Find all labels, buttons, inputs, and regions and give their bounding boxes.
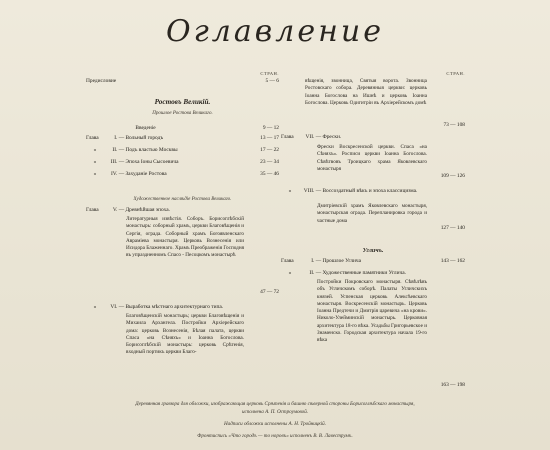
entry-title: Предисловие bbox=[86, 78, 117, 84]
entry-pages: 5 — 6 bbox=[265, 78, 279, 84]
toc-entry-chapter-6[interactable] bbox=[86, 304, 279, 312]
chapter-6-description: Благовѣщенскій монастырь; церкви Благовѣщенія и Михаила Архангела. Постройки Архіерейскаго дома: церковь Вознесенія, Бѣлая палата, церкви Спаса «на Сѣняхъ» и Іоанна Богослова. Борисоглѣбскій монастырь: церковь Срѣтенія, входный портикъ церкви Благо- bbox=[126, 313, 244, 356]
section-title-rostov: Ростовъ Великій. bbox=[154, 98, 211, 106]
entry-title: — Воссоздатный вѣкъ и эпоха классицизма. bbox=[315, 188, 418, 194]
toc-entry-chapter-8[interactable] bbox=[281, 188, 465, 196]
entry-label: » bbox=[288, 188, 292, 194]
entry-label: » bbox=[288, 270, 292, 276]
toc-entry-uglich-chapter-2[interactable] bbox=[281, 270, 465, 278]
entry-title: — Фрески. bbox=[315, 134, 342, 140]
entry-title: — Вольный городъ bbox=[118, 135, 164, 141]
entry-title: — Художественные памятники Углича. bbox=[315, 270, 406, 276]
note-cover-lettering: Надписи обложки исполнены А. Н. Тройницкій. bbox=[223, 421, 327, 427]
chapter-5-description: Литературныя извѣстія. Соборъ. Борисоглѣбскій монастырь: соборный храмъ, церкви Благовѣщенія и Сергія, ограда. Соборный храмъ Богоявленскаго Авраміева монастыря. Церковь Вознесенія или Исидора Блаженнаго. Храмъ Преображенія Господня въ упраздненномъ Спасо - Песоцкомъ монастырѣ bbox=[126, 216, 244, 259]
entry-label: Глава bbox=[281, 258, 294, 264]
entry-title: — Эпоха Іоны Сысоевича bbox=[118, 159, 179, 165]
book-page: Оглавление СТРАН. Предисловие 5 — 6 Ростовъ Великій. Прошлое Ростова Великаго. Введеніе 9 — 12 Глава I. — Вольный городъ 13 — 17 » II. — Подъ властью Москвы 17 — 22 » III. — Эпоха Іоны Сысоевича 23 — 34 » IV. — Захуданіе Ростова 35 — 46 Художественное наслѣдіе Ростова Великаго. Глава V. — Древнѣйшая эпоха. Литературныя извѣстія. Соборъ. Борисоглѣбскій монастырь: соборный храмъ, церкви Благовѣщенія и Сергія, ограда. Соборный храмъ Богоявленскаго Авраміева монастыря. Церковь Вознесенія или Исидора Блаженнаго. Храмъ Преображенія Господня въ упраздненномъ Спасо - Песоцкомъ монастырѣ 47 — 72 » VI. — Выработка мѣстнаго архитектурнаго типа. Благовѣщенскій монастырь; церкви Благовѣщенія и Михаила Архангела. Постройки Архіерейскаго дома: церковь Вознесенія, Бѣлая палата, церкви Спаса «на Сѣняхъ» и Іоанна Богослова. Борисоглѣбскій монастырь: церковь Срѣтенія, входный портикъ церкви Благо- СТРАН. вѣщенія, звонница, Святыя ворота. Звонница Ростовскаго собора. Деревянныя церкви: церковь Іоанна Богослова на Ишнѣ и церковь Іоанна Богослова. Церковь Одигитріи въ Архіерейскомъ домѣ 73 — 108 Глава VII. — Фрески. Фрески Воскресенской церкви. Спаса «на Сѣняхъ». Росписи церкви Іоанна Богослова. Сѣвѣтвовъ Троицкаго храма Яковлевскаго монастыря 109 — 126 » VIII. — Воссоздатный вѣкъ и эпоха классицизма. Дмитріевскій храмъ Яковлевскаго монастыря, монастырская ограда. Перепланировка города и частные дома 127 — 140 Угличъ. Глава I. — Прошлое Углича 143 — 162 » II. — Художественные памятники Углича. Постройки Покровскаго монастыря. Сѣвѣлѣвъ объ Угличскомъ соборѣ. Палаты Угличскихъ князей. Успенская церковь Алексѣевскаго монастыря. Воскресенскій монастырь. Церковь Іоанна Предтечи и Дмитрія царевича «на крови». Николо-Улейминскій монастырь. Церковная архитектура 18-го вѣка. Усадьбы Григорьевское и Знаменско. Городская архитектура начала 19-го вѣка 163 — 198 Деревянная гравюра для обложки, изображающая церковь Срѣтенія и башню сѣверной стороны Борисоглѣбскаго монастыря, исполнена А. П. Остроумовой. Надписи обложки исполнены А. Н. Тройницкій. Фронтиспись «Что городъ — то норовъ» исполненъ В. В. Лавеструмъ. bbox=[0, 0, 550, 450]
note-cover-engraving-author: исполнена А. П. Остроумовой. bbox=[241, 409, 309, 415]
entry-pages: 143 — 162 bbox=[440, 258, 465, 264]
toc-entry-uglich-chapter-1[interactable] bbox=[281, 258, 465, 266]
entry-pages: 23 — 34 bbox=[260, 159, 279, 165]
entry-label: » bbox=[93, 159, 97, 165]
entry-title: — Захуданіе Ростова bbox=[118, 171, 167, 177]
entry-num: IV. bbox=[111, 171, 118, 177]
entry-num: VII. bbox=[305, 134, 315, 140]
entry-num: III. bbox=[110, 159, 118, 165]
entry-num: II. bbox=[112, 147, 118, 153]
toc-entry-chapter-1[interactable] bbox=[86, 135, 279, 143]
page-title: Оглавление bbox=[166, 14, 384, 49]
entry-pages: 13 — 17 bbox=[260, 135, 279, 141]
section-subtitle-heritage: Художественное наслѣдіе Ростова Великаго. bbox=[133, 197, 232, 202]
entry-label: » bbox=[93, 171, 97, 177]
entry-num: I. bbox=[311, 258, 315, 264]
toc-entry-preface[interactable] bbox=[86, 78, 279, 86]
entry-label: Глава bbox=[86, 207, 99, 213]
pages-header: СТРАН. bbox=[260, 71, 279, 76]
section-subtitle-past: Прошлое Ростова Великаго. bbox=[152, 111, 213, 116]
chapter-7-description: Фрески Воскресенской церкви. Спаса «на Сѣняхъ». Росписи церкви Іоанна Богослова. Сѣвѣтвовъ Троицкаго храма Яковлевскаго монастыря bbox=[317, 144, 427, 172]
entry-title: — Прошлое Углича bbox=[315, 258, 362, 264]
entry-pages: 35 — 46 bbox=[260, 171, 279, 177]
section-title-uglich: Угличъ. bbox=[362, 247, 384, 254]
entry-label: Глава bbox=[86, 135, 99, 141]
pages-header: СТРАН. bbox=[446, 71, 465, 76]
entry-num: V. bbox=[112, 207, 118, 213]
entry-num: I. bbox=[114, 135, 118, 141]
entry-title: — Древнѣйшая эпоха. bbox=[118, 207, 170, 213]
chapter-8-description: Дмитріевскій храмъ Яковлевскаго монастыря, монастырская ограда. Перепланировка города и частные дома bbox=[317, 203, 427, 224]
entry-title: — Выработка мѣстнаго архитектурнаго типа. bbox=[118, 304, 224, 310]
note-frontispiece: Фронтиспись «Что городъ — то норовъ» исполненъ В. В. Лавеструмъ. bbox=[197, 433, 353, 439]
uglich-chapter-2-description: Постройки Покровскаго монастыря. Сѣвѣлѣвъ объ Угличскомъ соборѣ. Палаты Угличскихъ князей. Успенская церковь Алексѣевскаго монастыря. Воскресенскій монастырь. Церковь Іоанна Предтечи и Дмитрія царевича «на крови». Николо-Улейминскій монастырь. Церковная архитектура 18-го вѣка. Усадьбы Григорьевское и Знаменско. Городская архитектура начала 19-го вѣка bbox=[317, 279, 427, 344]
entry-pages: 17 — 22 bbox=[260, 147, 279, 153]
toc-entry-chapter-4[interactable] bbox=[86, 171, 279, 179]
entry-title: — Подъ властью Москвы bbox=[118, 147, 178, 153]
entry-pages: 9 — 12 bbox=[262, 125, 279, 131]
toc-entry-intro[interactable] bbox=[86, 125, 279, 133]
entry-label: » bbox=[93, 304, 97, 310]
entry-num: VIII. bbox=[303, 188, 315, 194]
entry-num: II. bbox=[309, 270, 315, 276]
entry-title: Введеніе bbox=[135, 125, 156, 131]
chapter-6-continuation: вѣщенія, звонница, Святыя ворота. Звонница Ростовскаго собора. Деревянныя церкви: церковь Іоанна Богослова на Ишнѣ и церковь Іоанна Богослова. Церковь Одигитріи въ Архіерейскомъ домѣ bbox=[305, 78, 427, 106]
toc-entry-chapter-2[interactable] bbox=[86, 147, 279, 155]
toc-entry-chapter-7[interactable] bbox=[281, 134, 465, 142]
note-cover-engraving: Деревянная гравюра для обложки, изображающая церковь Срѣтенія и башню сѣверной стороны Борисоглѣбскаго монастыря, bbox=[135, 401, 415, 407]
entry-label: Глава bbox=[281, 134, 294, 140]
toc-entry-chapter-3[interactable] bbox=[86, 159, 279, 167]
toc-entry-chapter-5[interactable] bbox=[86, 207, 279, 215]
entry-label: » bbox=[93, 147, 97, 153]
entry-num: VI. bbox=[110, 304, 118, 310]
